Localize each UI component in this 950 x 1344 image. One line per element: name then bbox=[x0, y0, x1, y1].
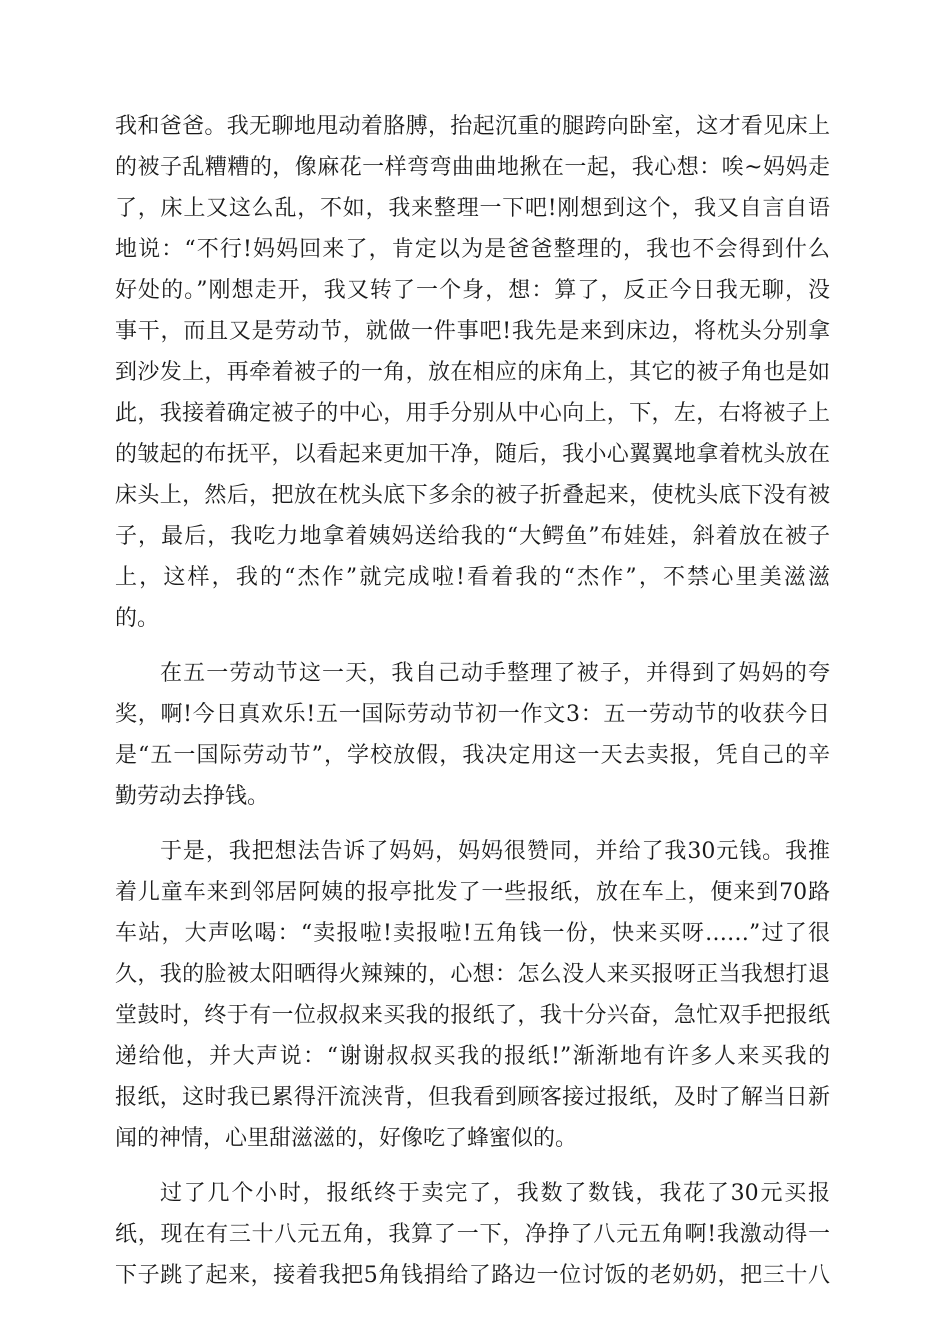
text-line: 勤劳动去挣钱。 bbox=[115, 784, 270, 809]
text-line: 子，最后，我吃力地拿着姨妈送给我的“大鳄鱼”布娃娃，斜着放在被子 bbox=[115, 524, 830, 549]
text-line: 了，床上又这么乱，不如，我来整理一下吧!刚想到这个，我又自言自语 bbox=[115, 196, 830, 221]
text-line: 纸，现在有三十八元五角，我算了一下，净挣了八元五角啊!我激动得一 bbox=[115, 1222, 830, 1247]
text-line: 好处的。”刚想走开，我又转了一个身，想：算了，反正今日我无聊，没 bbox=[115, 278, 830, 303]
text-line: 闻的神情，心里甜滋滋的，好像吃了蜂蜜似的。 bbox=[115, 1126, 578, 1151]
text-line: 床头上，然后，把放在枕头底下多余的被子折叠起来，使枕头底下没有被 bbox=[115, 483, 830, 508]
text-line: 堂鼓时，终于有一位叔叔来买我的报纸了，我十分兴奋，急忙双手把报纸 bbox=[115, 1003, 830, 1028]
text-line: 奖，啊!今日真欢乐!五一国际劳动节初一作文3：五一劳动节的收获今日 bbox=[115, 702, 830, 727]
text-line: 事干，而且又是劳动节，就做一件事吧!我先是来到床边，将枕头分别拿 bbox=[115, 319, 830, 344]
text-line: 在五一劳动节这一天，我自己动手整理了被子，并得到了妈妈的夸 bbox=[160, 661, 830, 686]
text-line: 此，我接着确定被子的中心，用手分别从中心向上，下，左，右将被子上 bbox=[115, 401, 830, 426]
text-line: 于是，我把想法告诉了妈妈，妈妈很赞同，并给了我30元钱。我推 bbox=[160, 839, 830, 864]
text-line: 过了几个小时，报纸终于卖完了，我数了数钱，我花了30元买报 bbox=[160, 1181, 830, 1206]
text-line: 的。 bbox=[115, 606, 160, 631]
text-line: 我和爸爸。我无聊地甩动着胳膊，抬起沉重的腿跨向卧室，这才看见床上 bbox=[115, 114, 830, 139]
text-line: 着儿童车来到邻居阿姨的报亭批发了一些报纸，放在车上，便来到70路 bbox=[115, 880, 830, 905]
text-line: 车站，大声吆喝：“卖报啦!卖报啦!五角钱一份，快来买呀……”过了很 bbox=[115, 921, 830, 946]
text-line: 递给他，并大声说：“谢谢叔叔买我的报纸!”渐渐地有许多人来买我的 bbox=[115, 1044, 830, 1069]
text-line: 的被子乱糟糟的，像麻花一样弯弯曲曲地揪在一起，我心想：唉~妈妈走 bbox=[115, 155, 830, 180]
text-line: 久，我的脸被太阳晒得火辣辣的，心想：怎么没人来买报呀正当我想打退 bbox=[115, 962, 830, 987]
text-line: 报纸，这时我已累得汗流浃背，但我看到顾客接过报纸，及时了解当日新 bbox=[115, 1085, 830, 1110]
text-line: 上，这样，我的“杰作”就完成啦!看着我的“杰作”，不禁心里美滋滋 bbox=[115, 565, 830, 590]
text-line: 的皱起的布抚平，以看起来更加干净，随后，我小心翼翼地拿着枕头放在 bbox=[115, 442, 830, 467]
text-line: 到沙发上，再牵着被子的一角，放在相应的床角上，其它的被子角也是如 bbox=[115, 360, 830, 385]
text-line: 是“五一国际劳动节”，学校放假，我决定用这一天去卖报，凭自己的辛 bbox=[115, 743, 830, 768]
text-line: 地说：“不行!妈妈回来了，肯定以为是爸爸整理的，我也不会得到什么 bbox=[115, 237, 830, 262]
text-line: 下子跳了起来，接着我把5角钱捐给了路边一位讨饭的老奶奶，把三十八 bbox=[115, 1263, 830, 1288]
